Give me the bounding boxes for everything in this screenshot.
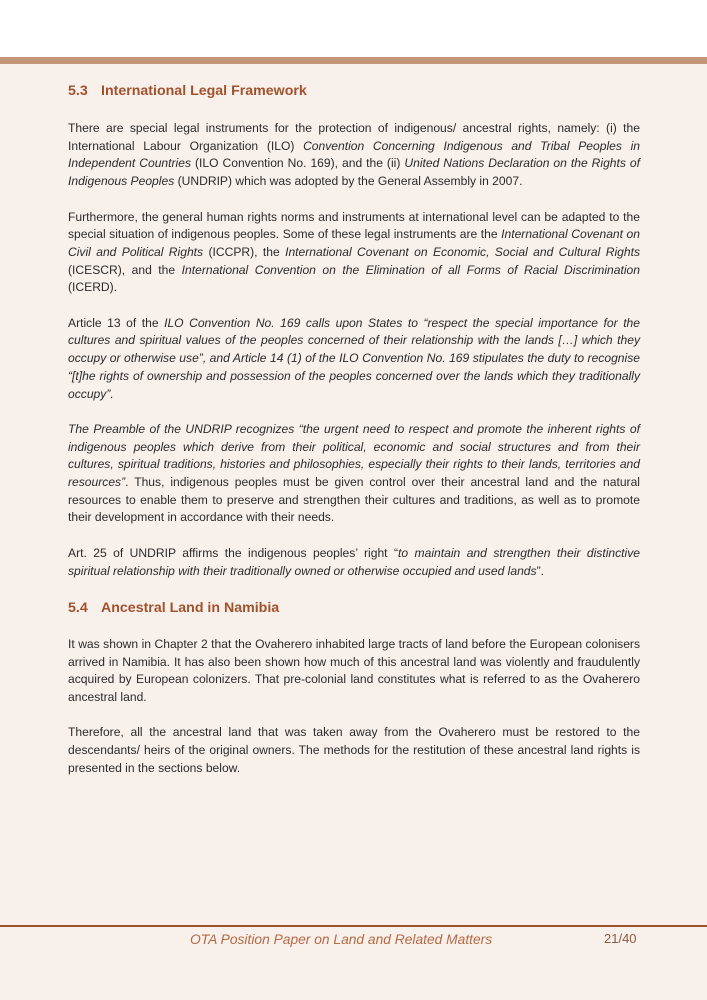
- text-run: . Thus, indigenous peoples must be given control over their ancestral land and the natural resources to enable them to preserve and strengthen their cultures and traditions, as well as to promote their development in accordance with their needs.: [68, 475, 640, 525]
- paragraph: [68, 120, 640, 191]
- text-run: Article 13 of the: [68, 315, 165, 330]
- text-run: (ILO Convention No. 169), and the (ii): [191, 156, 405, 171]
- italic-text: International Covenant on Economic, Social and Cultural Rights: [285, 244, 640, 259]
- italic-text: to maintain and strengthen their distinctive spiritual relationship with their traditionally owned or otherwise occupied and used lands: [68, 545, 640, 578]
- section-heading: [68, 598, 640, 618]
- page-number: 21/40: [604, 931, 637, 946]
- italic-text: United Nations Declaration on the Rights of Indigenous Peoples: [68, 156, 641, 189]
- italic-text: International Covenant on Civil and Political Rights: [68, 227, 640, 259]
- section-title: Ancestral Land in Namibia: [101, 599, 280, 616]
- paragraph: [68, 209, 640, 298]
- section-number: 5.4: [68, 599, 88, 616]
- italic-text: The Preamble of the UNDRIP recognizes “the urgent need to respect and promote the inherent rights of indigenous peoples which derive from their political, economic and social structures and from their cultures, spiritual traditions, histories and philosophies, especially their rights to their lands, territories and resources”: [68, 421, 640, 490]
- text-run: There are special legal instruments for the protection of indigenous/ ancestral rights, namely: (i) the International Labour Organization (ILO): [68, 121, 640, 153]
- header-rule: [0, 57, 707, 64]
- text-run: Therefore, all the ancestral land that was taken away from the Ovaherero must be restored to the descendants/ heirs of the original owners. The methods for the restitution of these ancestral land rights is presented in the sections below.: [68, 725, 640, 775]
- text-run: (ICERD).: [68, 280, 118, 295]
- text-run: (ICCPR), the: [203, 244, 286, 259]
- section-title: International Legal Framework: [101, 83, 307, 99]
- document-body: [68, 80, 640, 795]
- text-run: It was shown in Chapter 2 that the Ovaherero inhabited large tracts of land before the European colonisers arrived in Namibia. It has also been shown how much of this ancestral land was violently and fraudulently acquired by European colonizers. That pre-colonial land constitutes what is referred to as the Ovaherero ancestral land.: [68, 636, 640, 705]
- italic-text: Convention Concerning Indigenous and Tribal Peoples in Independent Countries: [68, 138, 640, 171]
- section-heading: [68, 81, 640, 101]
- paragraph: [68, 724, 640, 777]
- paragraph: [68, 421, 640, 527]
- section-number: 5.3: [68, 83, 88, 99]
- text-run: (UNDRIP) which was adopted by the General Assembly in 2007.: [174, 174, 523, 189]
- footer-rule: [0, 925, 707, 927]
- paragraph: [68, 315, 640, 404]
- italic-text: International Convention on the Elimination of all Forms of Racial Discrimination: [181, 262, 640, 277]
- paragraph: [68, 545, 640, 580]
- paragraph: [68, 636, 640, 707]
- footer-title: OTA Position Paper on Land and Related Matters: [190, 932, 493, 947]
- text-run: Furthermore, the general human rights norms and instruments at international level can be adapted to the special situation of indigenous peoples. Some of these legal instruments are the: [68, 209, 640, 242]
- text-run: ”.: [536, 563, 544, 578]
- text-run: (ICESCR), and the: [68, 262, 182, 277]
- section-ancestral-land-in-namibia: [68, 598, 640, 778]
- italic-text: ILO Convention No. 169 calls upon States to “respect the special importance for the cultures and spiritual values of the peoples concerned of their relationship with the lands […] which they occupy or otherwise use”, and Article 14 (1) of the ILO Convention No. 169 stipulates the duty to recognise “[t]he rights of ownership and possession of the peoples concerned over the lands which they traditionally occupy”.: [68, 315, 641, 401]
- section-international-legal-framework: [68, 81, 640, 580]
- text-run: Art. 25 of UNDRIP affirms the indigenous peoples’ right “: [68, 545, 399, 560]
